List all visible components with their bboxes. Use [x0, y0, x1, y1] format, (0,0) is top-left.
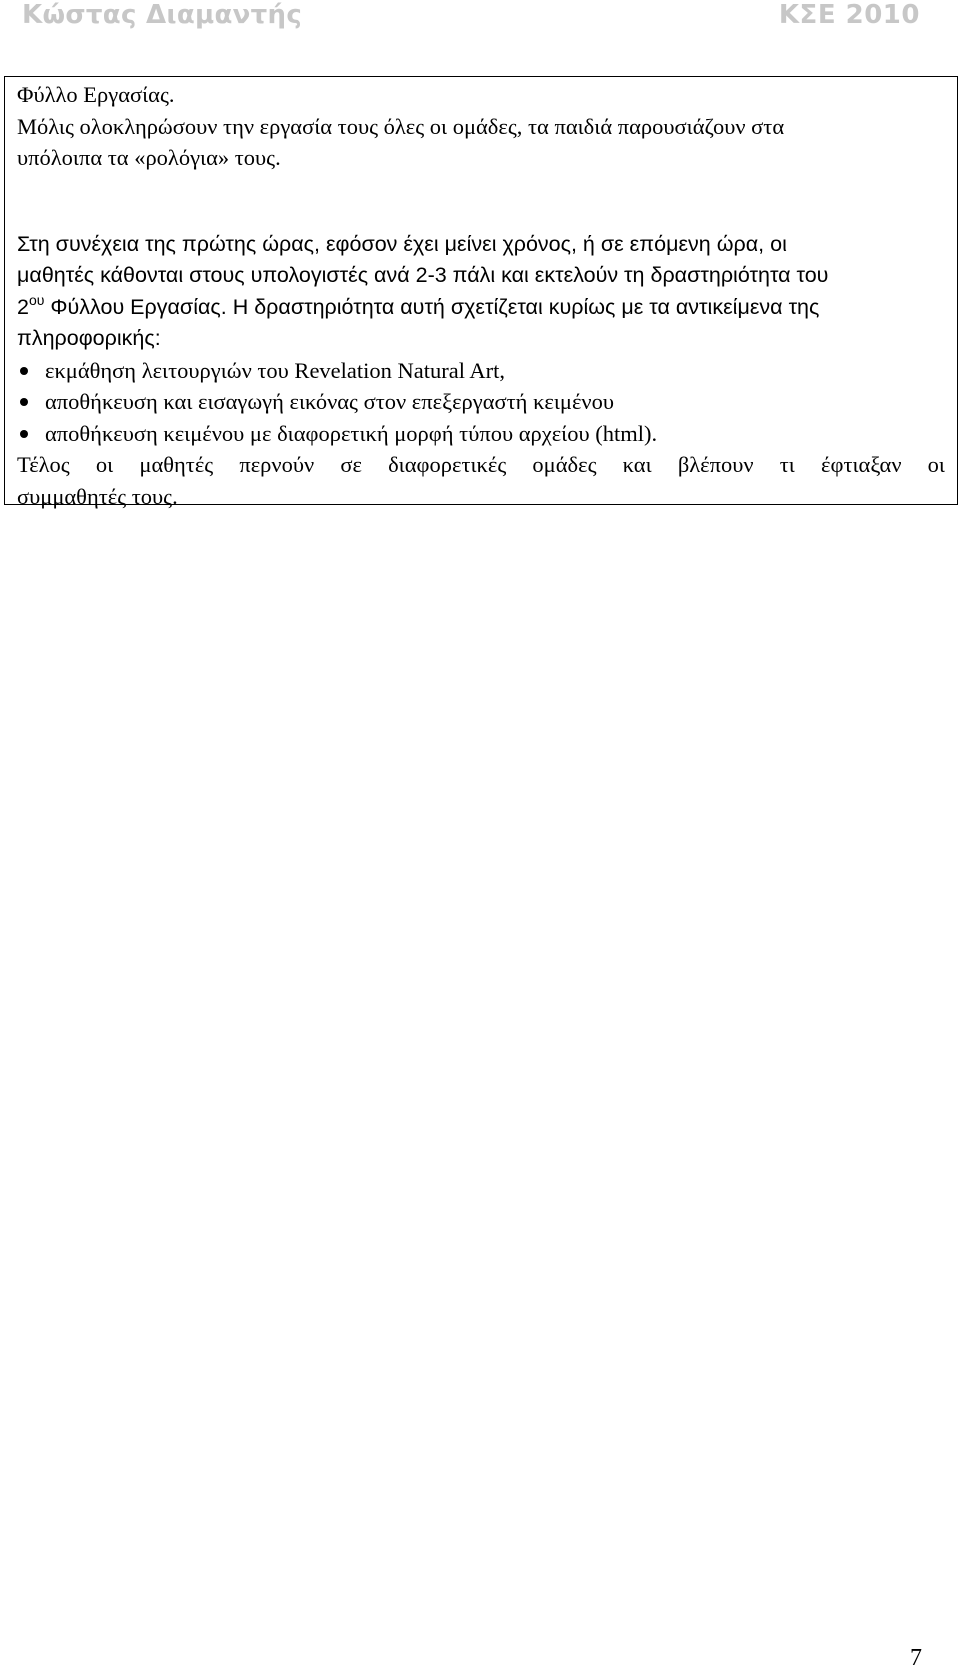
paragraph-2-line-3-text: Φύλλου Εργασίας. Η δραστηριότητα αυτή σχετίζεται κυρίως με τα αντικείμενα της: [44, 294, 820, 319]
content-text: [17, 79, 945, 512]
closing-line-1: Τέλος οι μαθητές περνούν σε διαφορετικές ομάδες και βλέπουν τι έφτιαξαν οι: [17, 452, 945, 477]
paragraph-gap: [17, 174, 945, 229]
bullet-icon: [20, 430, 28, 438]
paragraph-2-line-4: πληροφορικής:: [17, 326, 161, 350]
page-number: 7: [910, 1645, 922, 1671]
list-item: [17, 418, 945, 450]
header-author: Κώστας Διαμαντής: [22, 0, 303, 30]
paragraph-1-line-2: Μόλις ολοκληρώσουν την εργασία τους όλες οι ομάδες, τα παιδιά παρουσιάζουν στα: [17, 113, 785, 139]
content-box: [4, 76, 958, 509]
bullet-icon: [20, 398, 28, 406]
objectives-list: [17, 355, 945, 450]
list-item: [17, 355, 945, 387]
worksheet-heading: Φύλλο Εργασίας.: [17, 82, 175, 107]
bullet-icon: [20, 367, 28, 375]
ordinal-number: 2: [17, 294, 29, 319]
list-item-text: αποθήκευση κειμένου με διαφορετική μορφή τύπου αρχείου (html).: [45, 420, 658, 446]
list-item: [17, 386, 945, 418]
paragraph-2-line-3: [17, 292, 945, 324]
paragraph-1-line-3: υπόλοιπα τα «ρολόγια» τους.: [17, 145, 281, 170]
running-header: [0, 0, 960, 34]
ordinal-suffix: ου: [28, 291, 45, 308]
paragraph-2-line-2: μαθητές κάθονται στους υπολογιστές ανά 2-3 πάλι και εκτελούν τη δραστηριότητα του: [17, 263, 829, 287]
list-item-text: εκμάθηση λειτουργιών του Revelation Natural Art,: [45, 357, 505, 383]
paragraph-2-line-1: Στη συνέχεια της πρώτης ώρας, εφόσον έχει μείνει χρόνος, ή σε επόμενη ώρα, οι: [17, 231, 787, 256]
header-course: ΚΣΕ 2010: [778, 0, 920, 30]
closing-line-2: συμμαθητές τους.: [17, 483, 178, 509]
list-item-text: αποθήκευση και εισαγωγή εικόνας στον επεξεργαστή κειμένου: [45, 389, 614, 414]
